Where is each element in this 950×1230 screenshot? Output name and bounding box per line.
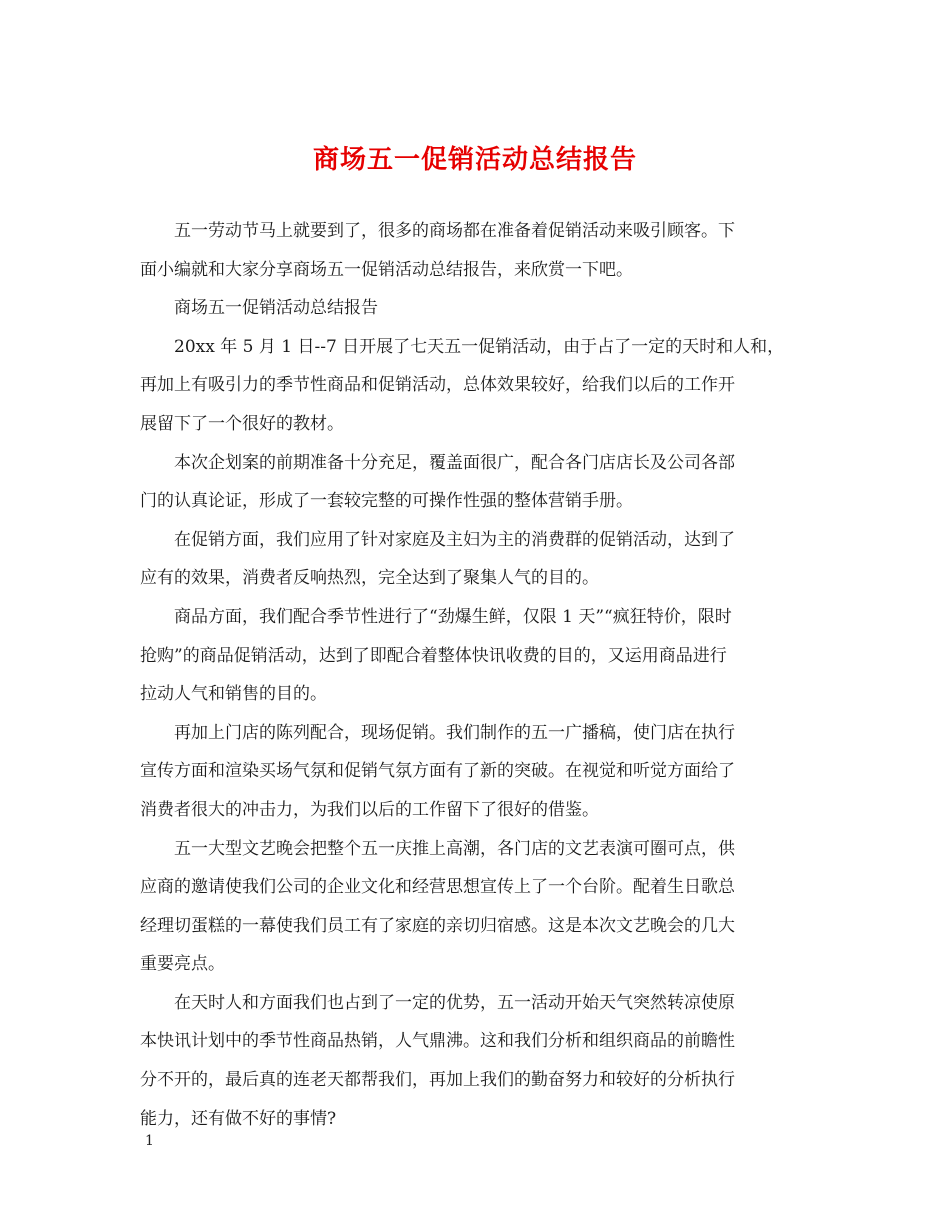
text-line: 20xx 年 5 月 1 日--7 日开展了七天五一促销活动，由于占了一定的天时和人和， bbox=[174, 336, 785, 357]
document-body bbox=[140, 212, 820, 1138]
text-line: 再加上有吸引力的季节性商品和促销活动，总体效果较好，给我们以后的工作开 bbox=[140, 375, 735, 396]
text-line: 本次企划案的前期准备十分充足，覆盖面很广，配合各门店店长及公司各部 bbox=[174, 452, 735, 473]
text-line: 经理切蛋糕的一幕使我们员工有了家庭的亲切归宿感。这是本次文艺晚会的几大 bbox=[140, 915, 735, 936]
page-number: 1 bbox=[145, 1133, 154, 1149]
text-line: 宣传方面和渲染买场气氛和促销气氛方面有了新的突破。在视觉和听觉方面给了 bbox=[140, 761, 735, 782]
text-line: 再加上门店的陈列配合，现场促销。我们制作的五一广播稿，使门店在执行 bbox=[174, 722, 735, 743]
text-line: 拉动人气和销售的目的。 bbox=[140, 684, 327, 705]
text-line: 应有的效果，消费者反响热烈，完全达到了聚集人气的目的。 bbox=[140, 568, 599, 589]
text-line: 消费者很大的冲击力，为我们以后的工作留下了很好的借鉴。 bbox=[140, 799, 599, 820]
text-line: 门的认真论证，形成了一套较完整的可操作性强的整体营销手册。 bbox=[140, 491, 633, 512]
text-line: 抢购”的商品促销活动，达到了即配合着整体快讯收费的目的，又运用商品进行 bbox=[140, 645, 727, 666]
text-line: 展留下了一个很好的教材。 bbox=[140, 413, 344, 434]
text-line: 在天时人和方面我们也占到了一定的优势，五一活动开始天气突然转凉使原 bbox=[174, 992, 735, 1013]
document-title: 商场五一促销活动总结报告 bbox=[312, 145, 637, 175]
text-line: 本快讯计划中的季节性商品热销，人气鼎沸。这和我们分析和组织商品的前瞻性 bbox=[140, 1031, 735, 1052]
text-line: 分不开的，最后真的连老天都帮我们，再加上我们的勤奋努力和较好的分析执行 bbox=[140, 1070, 735, 1091]
section-heading: 商场五一促销活动总结报告 bbox=[174, 298, 378, 319]
text-line: 五一大型文艺晚会把整个五一庆推上高潮，各门店的文艺表演可圈可点，供 bbox=[174, 838, 735, 859]
text-line: 商品方面，我们配合季节性进行了“劲爆生鲜，仅限 1 天”“疯狂特价，限时 bbox=[174, 606, 732, 627]
text-line: 五一劳动节马上就要到了，很多的商场都在准备着促销活动来吸引顾客。下 bbox=[174, 221, 735, 241]
text-line: 在促销方面，我们应用了针对家庭及主妇为主的消费群的促销活动，达到了 bbox=[174, 529, 735, 550]
text-line: 面小编就和大家分享商场五一促销活动总结报告，来欣赏一下吧。 bbox=[140, 259, 633, 280]
text-line: 应商的邀请使我们公司的企业文化和经营思想宣传上了一个台阶。配着生日歌总 bbox=[140, 877, 735, 898]
text-line: 重要亮点。 bbox=[140, 954, 225, 975]
text-line: 能力，还有做不好的事情? bbox=[140, 1108, 337, 1129]
